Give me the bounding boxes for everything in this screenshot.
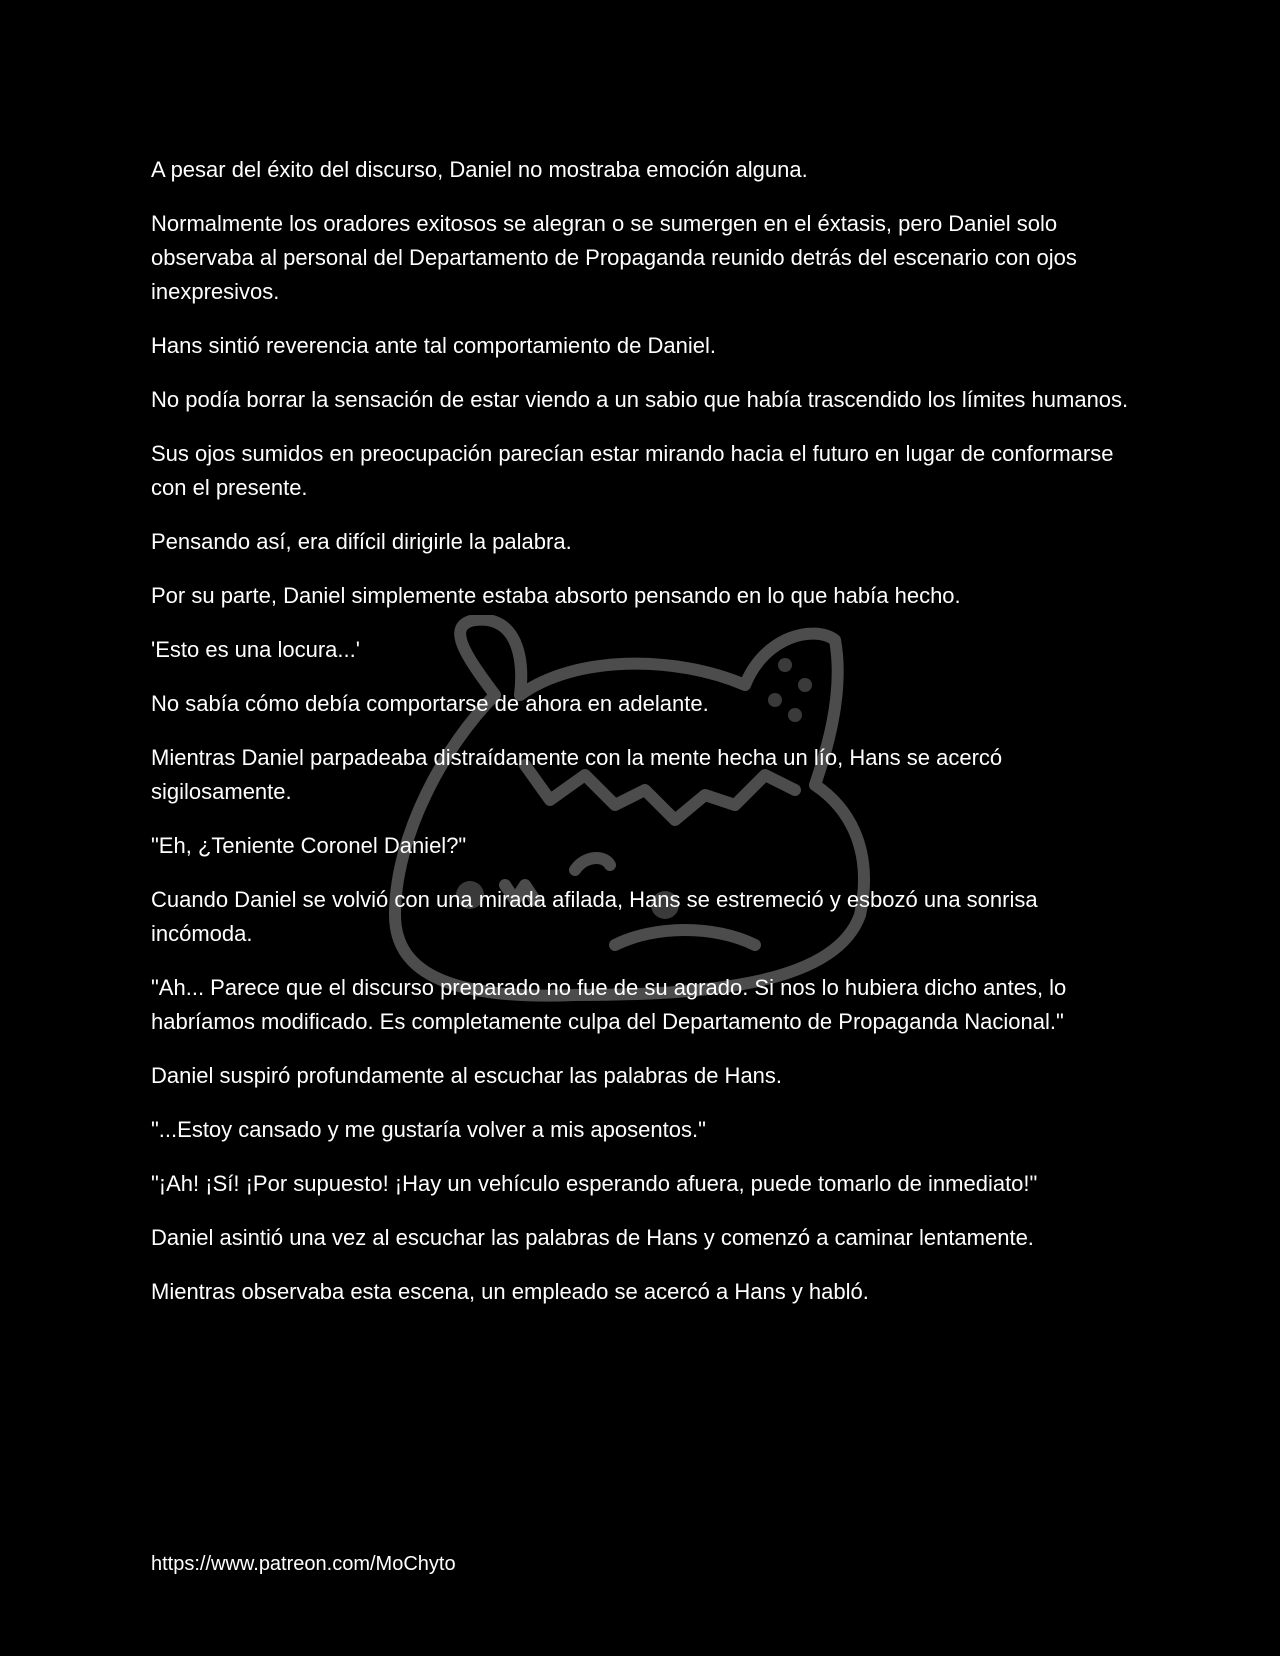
patreon-link[interactable]: https://www.patreon.com/MoChyto <box>151 1553 456 1575</box>
paragraph: "Ah... Parece que el discurso preparado no fue de su agrado. Si nos lo hubiera dicho antes, lo habríamos modificado. Es completamente culpa del Departamento de Propaganda Nacional." <box>151 975 1067 1034</box>
paragraph: Daniel suspiró profundamente al escuchar las palabras de Hans. <box>151 1063 783 1088</box>
paragraph: Normalmente los oradores exitosos se alegran o se sumergen en el éxtasis, pero Daniel solo observaba al personal del Departamento de Propaganda reunido detrás del escenario con ojos inexpresivos. <box>151 211 1077 304</box>
paragraph: "¡Ah! ¡Sí! ¡Por supuesto! ¡Hay un vehículo esperando afuera, puede tomarlo de inmediato!" <box>151 1171 1038 1196</box>
paragraph: Mientras observaba esta escena, un empleado se acercó a Hans y habló. <box>151 1279 869 1304</box>
chapter-text <box>151 153 1141 1329</box>
paragraph: No sabía cómo debía comportarse de ahora en adelante. <box>151 691 709 716</box>
paragraph: No podía borrar la sensación de estar viendo a un sabio que había trascendido los límites humanos. <box>151 387 1129 412</box>
paragraph: Hans sintió reverencia ante tal comportamiento de Daniel. <box>151 333 716 358</box>
paragraph: Por su parte, Daniel simplemente estaba absorto pensando en lo que había hecho. <box>151 583 961 608</box>
paragraph: Cuando Daniel se volvió con una mirada afilada, Hans se estremeció y esbozó una sonrisa incómoda. <box>151 887 1038 946</box>
paragraph: Sus ojos sumidos en preocupación parecían estar mirando hacia el futuro en lugar de conformarse con el presente. <box>151 441 1114 500</box>
paragraph: Daniel asintió una vez al escuchar las palabras de Hans y comenzó a caminar lentamente. <box>151 1225 1034 1250</box>
paragraph: Pensando así, era difícil dirigirle la palabra. <box>151 529 572 554</box>
paragraph: A pesar del éxito del discurso, Daniel no mostraba emoción alguna. <box>151 157 808 182</box>
paragraph: 'Esto es una locura...' <box>151 637 360 662</box>
paragraph: Mientras Daniel parpadeaba distraídamente con la mente hecha un lío, Hans se acercó sigilosamente. <box>151 745 1003 804</box>
paragraph: "Eh, ¿Teniente Coronel Daniel?" <box>151 833 467 858</box>
paragraph: "...Estoy cansado y me gustaría volver a mis aposentos." <box>151 1117 706 1142</box>
